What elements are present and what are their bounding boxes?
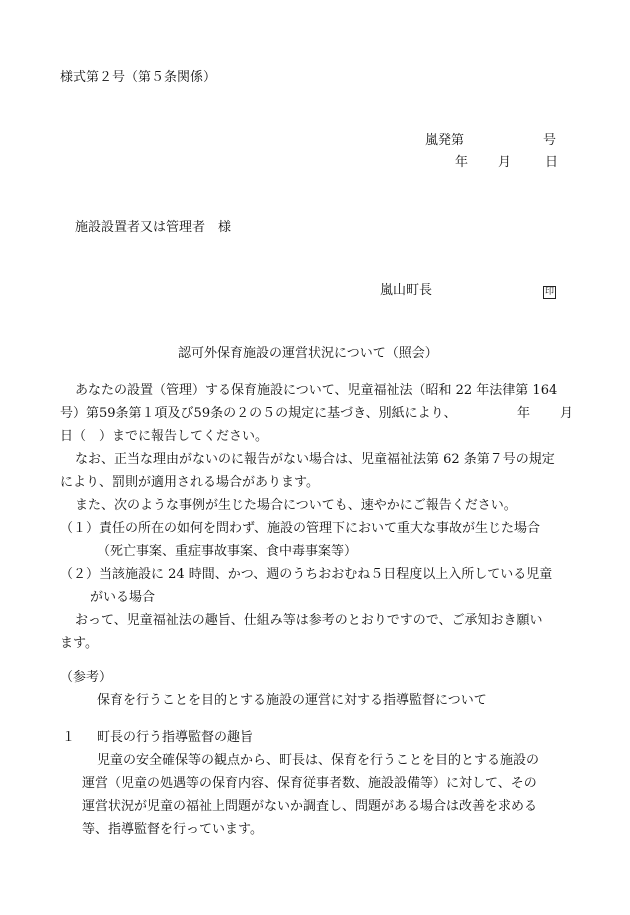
reference-heading: 保育を行うことを目的とする施設の運営に対する指導監督について [97,693,487,708]
date-year: 年 [455,155,469,170]
item2-line1: （２）当該施設に 24 時間、かつ、週のうちおおむね５日程度以上入所している児童 [60,567,553,582]
section1-line2: 運営（児童の処遇等の保育内容、保育従事者数、施設設備等）に対して、その [82,776,537,791]
doc-number-suffix: 号 [543,133,557,148]
form-label: 様式第２号（第５条関係） [60,70,217,85]
section1-title: 町長の行う指導監督の趣旨 [97,730,254,745]
seal-icon: 印 [544,287,554,297]
body-p1-month: 月 [560,406,574,421]
body-p2-line1: なお、正当な理由がないのに報告がない場合は、児童福祉法第 62 条第７号の規定 [75,452,555,467]
addressee: 施設設置者又は管理者 様 [75,220,232,235]
seal-mark [543,283,556,299]
body-p1-line3: 日（ ）までに報告してください。 [60,429,269,444]
date-month: 月 [498,155,512,170]
item2-line2: がいる場合 [90,590,156,605]
body-p2-line2: により、罰則が適用される場合があります。 [60,475,319,490]
section1-line1: 児童の安全確保等の観点から、町長は、保育を行うことを目的とする施設の [97,753,540,768]
sender-title: 嵐山町長 [380,283,433,298]
section1-number: １ [62,730,76,745]
item1-line1: （１）責任の所在の如何を問わず、施設の管理下において重大な事故が生じた場合 [60,521,540,536]
body-p1-line1: あなたの設置（管理）する保育施設について、児童福祉法（昭和 22 年法律第 164 [75,383,558,398]
item1-line2: （死亡事案、重症事故事案、食中毒事案等） [97,544,358,559]
reference-label: （参考） [60,670,113,685]
body-p1-line2: 号）第59条第１項及び59条の２の５の規定に基づき、別紙により、 [60,406,457,421]
section1-line4: 等、指導監督を行っています。 [82,822,263,837]
body-p3: また、次のような事例が生じた場合についても、速やかにご報告ください。 [75,498,517,513]
date-day: 日 [545,155,559,170]
body-p4-line2: ます。 [60,636,98,651]
body-p1-year: 年 [517,406,531,421]
doc-number-label: 嵐発第 [425,133,465,148]
document-title: 認可外保育施設の運営状況について（照会） [178,346,438,361]
body-p4-line1: おって、児童福祉法の趣旨、仕組み等は参考のとおりですので、ご承知おき願い [75,613,543,628]
section1-line3: 運営状況が児童の福祉上問題がないか調査し、問題がある場合は改善を求める [82,799,538,814]
